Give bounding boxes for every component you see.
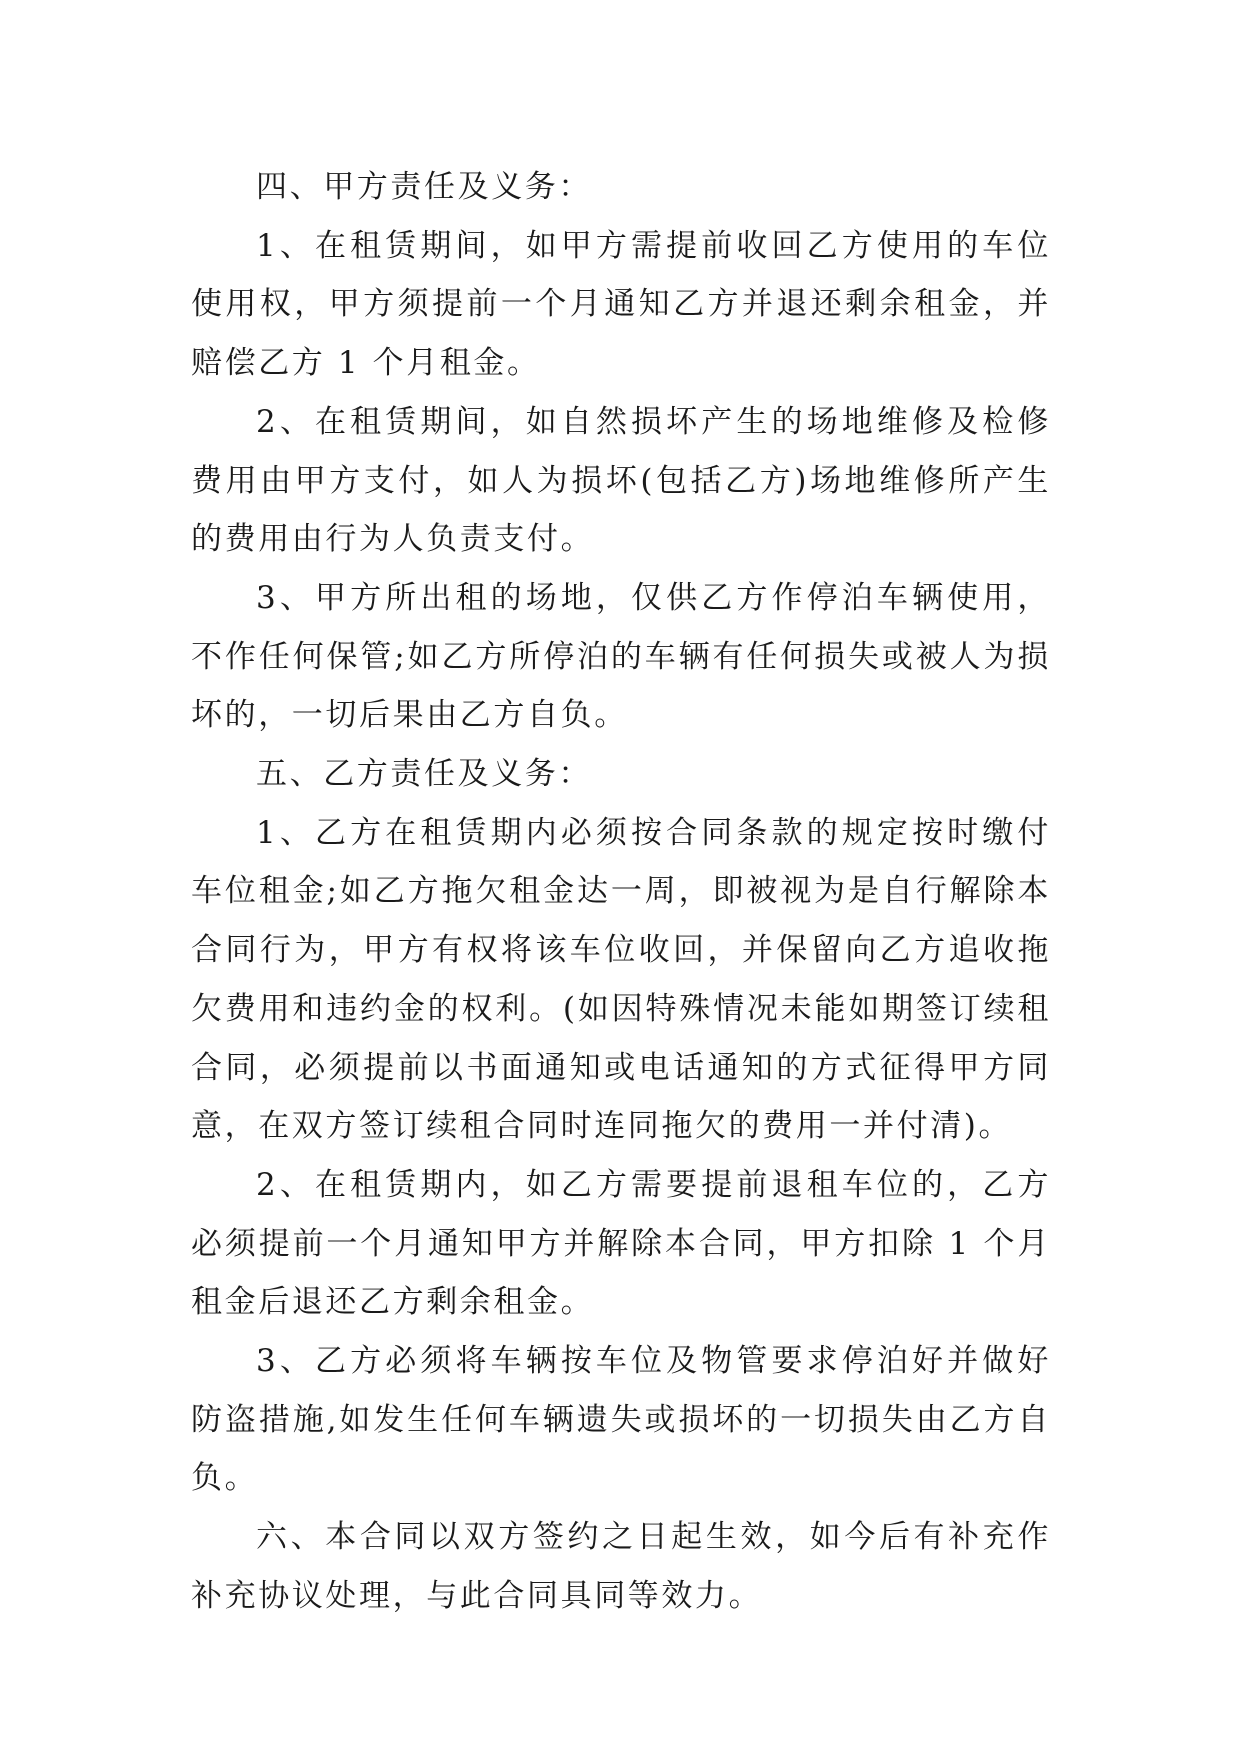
section-6: 六、本合同以双方签约之日起生效，如今后有补充作补充协议处理，与此合同具同等效力。	[191, 1519, 1051, 1614]
section-4-item-1: 1、在租赁期间，如甲方需提前收回乙方使用的车位使用权，甲方须提前一个月通知乙方并退还剩余租金，并赔偿乙方 1 个月租金。	[191, 227, 1051, 382]
section-5-item-2: 2、在租赁期内，如乙方需要提前退租车位的，乙方必须提前一个月通知甲方并解除本合同，甲方扣除 1 个月租金后退还乙方剩余租金。	[191, 1166, 1051, 1321]
section-4-item-3: 3、甲方所出租的场地，仅供乙方作停泊车辆使用，不作任何保管;如乙方所停泊的车辆有任何损失或被人为损坏的，一切后果由乙方自负。	[191, 579, 1051, 734]
document-body	[191, 158, 1051, 1626]
section-4-heading: 四、甲方责任及义务：	[256, 169, 592, 205]
section-5-item-1: 1、乙方在租赁期内必须按合同条款的规定按时缴付车位租金;如乙方拖欠租金达一周，即被视为是自行解除本合同行为，甲方有权将该车位收回，并保留向乙方追收拖欠费用和违约金的权利。(如因特殊情况未能如期签订续租合同，必须提前以书面通知或电话通知的方式征得甲方同意，在双方签订续租合同时连同拖欠的费用一并付清)。	[191, 814, 1051, 1145]
section-5-heading: 五、乙方责任及义务：	[256, 756, 592, 793]
section-5-item-3: 3、乙方必须将车辆按车位及物管要求停泊好并做好防盗措施,如发生任何车辆遗失或损坏的一切损失由乙方自负。	[191, 1343, 1051, 1497]
section-4-item-2: 2、在租赁期间，如自然损坏产生的场地维修及检修费用由甲方支付，如人为损坏(包括乙方)场地维修所产生的费用由行为人负责支付。	[191, 403, 1051, 558]
